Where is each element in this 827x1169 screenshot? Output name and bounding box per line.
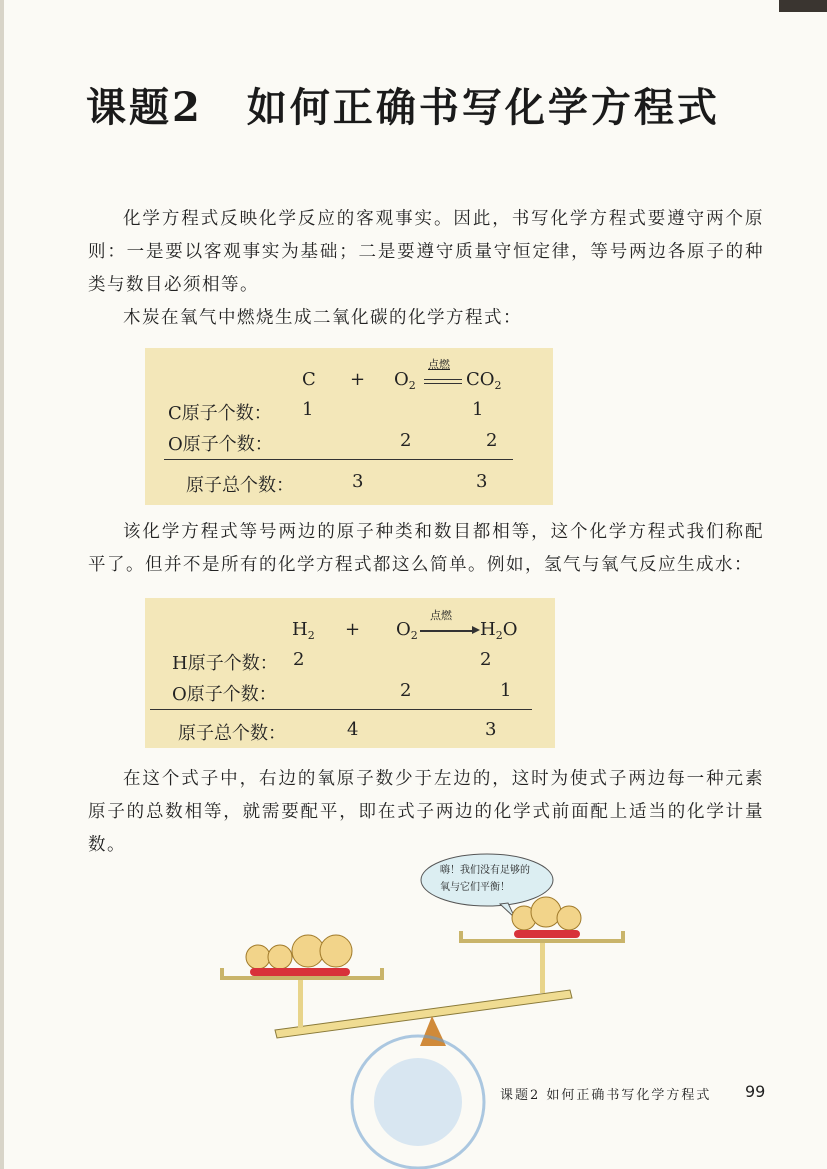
- plus-sign: +: [350, 369, 366, 390]
- row-label: O原子个数：: [168, 434, 273, 455]
- balance-beam: [275, 990, 572, 1038]
- count: 2: [486, 430, 498, 451]
- count: 3: [352, 471, 364, 492]
- reactant: $H_2$: [292, 619, 315, 642]
- count: 3: [485, 719, 497, 740]
- right-post: [540, 941, 545, 993]
- count: 2: [293, 649, 305, 670]
- count: 1: [500, 680, 512, 701]
- reactant: C: [302, 369, 316, 390]
- paragraph: 木炭在氧气中燃烧生成二氧化碳的化学方程式：: [123, 308, 522, 328]
- product: $H_2O$: [480, 619, 518, 642]
- total-label: 原子总个数：: [178, 723, 286, 744]
- count: 3: [476, 471, 488, 492]
- count: 4: [347, 719, 359, 740]
- page-number: 99: [745, 1082, 766, 1101]
- paragraph: 该化学方程式等号两边的原子种类和数目都相等，这个化学方程式我们称配平了。但并不是所有的化学方程式都这么简单。例如，氢气与氧气反应生成水：: [88, 522, 764, 575]
- row-label: O原子个数：: [172, 684, 277, 705]
- speech-bubble-text: 嗨！我们没有足够的 氧与它们平衡！: [440, 865, 530, 893]
- running-footer: 课题2 如何正确书写化学方程式: [500, 1088, 712, 1103]
- total-label: 原子总个数：: [186, 475, 294, 496]
- row-label: H原子个数：: [172, 653, 278, 674]
- reaction-condition: 点燃: [430, 609, 452, 622]
- oxygen-water-molecules: [512, 897, 581, 938]
- watermark-logo: [352, 1036, 484, 1168]
- count: 2: [480, 649, 492, 670]
- paragraph: 在这个式子中，右边的氧原子数少于左边的，这时为使式子两边每一种元素原子的总数相等，就需要配平，即在式子两边的化学式前面配上适当的化学计量数。: [88, 769, 764, 855]
- count: 1: [472, 399, 484, 420]
- count: 1: [302, 399, 314, 420]
- lesson-name: 如何正确书写化学方程式: [246, 84, 720, 131]
- reactant: $O_2$: [396, 619, 418, 642]
- reaction-condition: 点燃: [428, 358, 450, 371]
- product: $CO_2$: [466, 369, 502, 392]
- lesson-number: 课题2: [86, 84, 203, 131]
- count: 2: [400, 680, 412, 701]
- hydrogen-molecules: [246, 935, 352, 976]
- row-label: C原子个数：: [168, 403, 272, 424]
- reactant: $O_2$: [394, 369, 416, 392]
- count: 2: [400, 430, 412, 451]
- plus-sign: +: [345, 619, 361, 640]
- paragraph: 化学方程式反映化学反应的客观事实。因此，书写化学方程式要遵守两个原则：一是要以客观事实为基础；二是要遵守质量守恒定律，等号两边各原子的种类与数目必须相等。: [88, 209, 764, 295]
- left-post: [298, 978, 303, 1028]
